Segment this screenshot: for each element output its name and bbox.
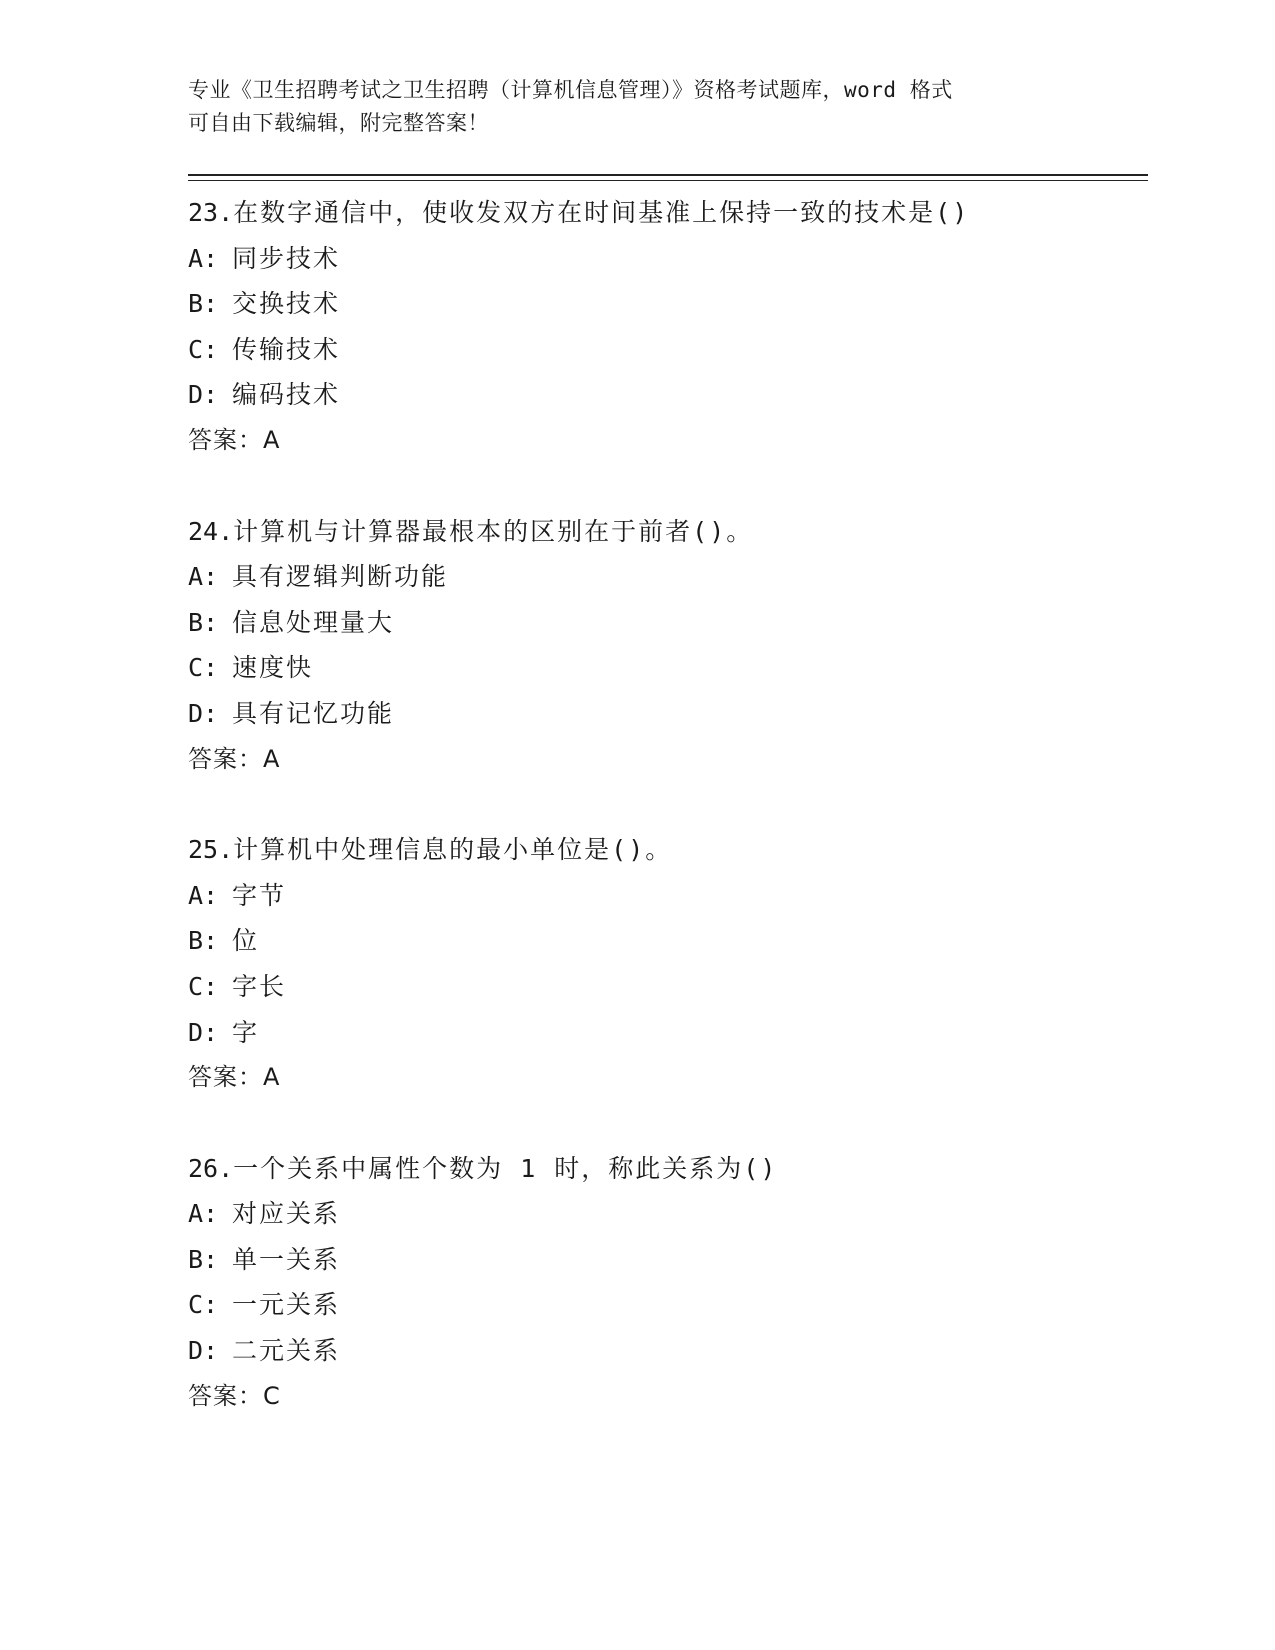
option-a (188, 873, 1148, 919)
question-number: 24. (188, 516, 234, 546)
question-text: 在数字通信中，使收发双方在时间基准上保持一致的技术是() (233, 198, 970, 227)
option-d (188, 1328, 1148, 1374)
answer-line: 答案：A (188, 425, 281, 454)
option-b (188, 1237, 1148, 1283)
option-text: 对应关系 (232, 1199, 341, 1229)
question-stem (188, 190, 1148, 236)
option-d (188, 372, 1148, 418)
question-26 (188, 1146, 1148, 1420)
option-text: 传输技术 (232, 334, 341, 364)
option-b (188, 918, 1148, 964)
option-key: B: (188, 1244, 219, 1274)
option-key: A: (188, 243, 219, 273)
option-text: 信息处理量大 (232, 607, 395, 637)
option-a (188, 554, 1148, 600)
answer-line: 答案：A (188, 744, 281, 773)
question-23 (188, 190, 1148, 464)
option-a (188, 1191, 1148, 1237)
option-c (188, 327, 1148, 373)
option-key: D: (188, 1336, 219, 1366)
option-b (188, 600, 1148, 646)
option-key: D: (188, 1017, 219, 1047)
header-divider (188, 174, 1148, 176)
option-c (188, 964, 1148, 1010)
option-text: 位 (232, 926, 260, 956)
option-text: 字节 (232, 880, 287, 910)
question-number: 25. (188, 835, 234, 865)
option-text: 字 (232, 1017, 260, 1047)
option-text: 单一关系 (232, 1244, 341, 1274)
option-b (188, 281, 1148, 327)
option-key: D: (188, 380, 219, 410)
option-text: 编码技术 (232, 380, 341, 410)
question-number: 23. (188, 198, 234, 227)
question-stem (188, 509, 1148, 555)
option-key: A: (188, 562, 219, 592)
header-line-2: 可自由下载编辑，附完整答案！ (188, 111, 489, 135)
question-stem (188, 827, 1148, 873)
option-key: C: (188, 334, 219, 364)
answer-line: 答案：C (188, 1381, 281, 1410)
option-d (188, 1010, 1148, 1056)
option-key: C: (188, 971, 219, 1001)
option-text: 同步技术 (232, 243, 341, 273)
header-line-1: 专业《卫生招聘考试之卫生招聘（计算机信息管理）》资格考试题库，word 格式 (188, 78, 953, 102)
option-text: 一元关系 (232, 1290, 341, 1320)
option-text: 具有记忆功能 (232, 698, 395, 728)
question-number: 26. (188, 1153, 234, 1183)
option-c (188, 1282, 1148, 1328)
question-text: 计算机与计算器最根本的区别在于前者()。 (233, 516, 754, 546)
question-24 (188, 509, 1148, 783)
option-a (188, 236, 1148, 282)
option-text: 具有逻辑判断功能 (232, 562, 449, 592)
option-key: B: (188, 607, 219, 637)
question-text: 计算机中处理信息的最小单位是()。 (233, 835, 673, 865)
question-list (188, 190, 1148, 1464)
option-key: C: (188, 653, 219, 683)
question-stem (188, 1146, 1148, 1192)
document-header (188, 74, 1088, 140)
option-key: A: (188, 1199, 219, 1229)
question-25 (188, 827, 1148, 1101)
option-text: 交换技术 (232, 289, 341, 319)
option-key: C: (188, 1290, 219, 1320)
option-c (188, 645, 1148, 691)
question-text: 一个关系中属性个数为 1 时，称此关系为() (233, 1153, 778, 1183)
option-key: B: (188, 926, 219, 956)
header-divider-thin (188, 180, 1148, 181)
answer-line: 答案：A (188, 1063, 281, 1092)
option-text: 速度快 (232, 653, 314, 683)
option-d (188, 691, 1148, 737)
option-key: D: (188, 698, 219, 728)
option-text: 二元关系 (232, 1336, 341, 1366)
option-key: B: (188, 289, 219, 319)
option-text: 字长 (232, 971, 287, 1001)
option-key: A: (188, 880, 219, 910)
